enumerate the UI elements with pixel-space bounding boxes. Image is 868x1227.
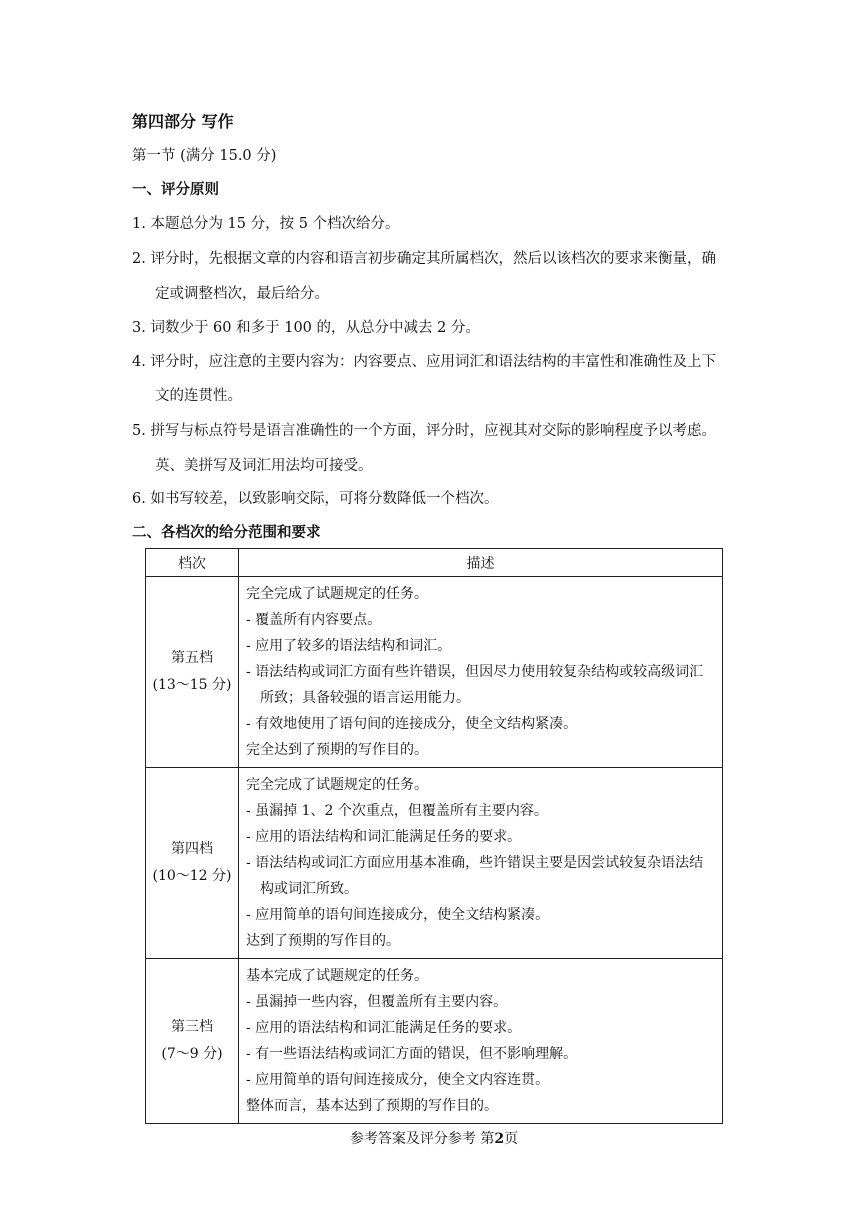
principle-2-cont: 定或调整档次，最后给分。 bbox=[155, 286, 329, 302]
grading-table bbox=[145, 548, 723, 1124]
level-range: (7～9 分) bbox=[161, 1046, 223, 1062]
section-title: 第四部分 写作 bbox=[132, 112, 234, 131]
footer-suffix: 页 bbox=[504, 1131, 519, 1147]
description-line: 完全完成了试题规定的任务。 bbox=[246, 777, 428, 793]
principle-4: 4. 评分时，应注意的主要内容为：内容要点、应用词汇和语法结构的丰富性和准确性及上下 bbox=[132, 354, 716, 370]
principle-2: 2. 评分时，先根据文章的内容和语言初步确定其所属档次，然后以该档次的要求来衡量，确 bbox=[132, 251, 716, 267]
description-line: - 虽漏掉 1、2 个次重点，但覆盖所有主要内容。 bbox=[246, 803, 548, 819]
description-line: 达到了预期的写作目的。 bbox=[246, 933, 400, 949]
level-name: 第三档 bbox=[171, 1019, 213, 1035]
description-cell bbox=[239, 577, 723, 768]
table-header-row bbox=[146, 549, 723, 577]
page-footer bbox=[0, 1128, 868, 1148]
principle-1: 1. 本题总分为 15 分，按 5 个档次给分。 bbox=[132, 216, 400, 232]
description-line: - 覆盖所有内容要点。 bbox=[246, 612, 382, 628]
level-range: (13～15 分) bbox=[152, 677, 232, 693]
description-line: 整体而言，基本达到了预期的写作目的。 bbox=[246, 1098, 498, 1114]
level-cell bbox=[146, 959, 239, 1124]
description-line: 基本完成了试题规定的任务。 bbox=[246, 968, 428, 984]
description-line: - 语法结构或词汇方面应用基本准确，些许错误主要是因尝试较复杂语法结构或词汇所致。 bbox=[246, 855, 704, 897]
description-line: 完全达到了预期的写作目的。 bbox=[246, 742, 428, 758]
page-number: 2 bbox=[494, 1131, 505, 1147]
level-range: (10～12 分) bbox=[152, 868, 232, 884]
description-line: - 虽漏掉一些内容，但覆盖所有主要内容。 bbox=[246, 994, 508, 1010]
description-line: - 应用简单的语句间连接成分，使全文结构紧凑。 bbox=[246, 907, 550, 923]
section-subtitle: 第一节 (满分 15.0 分) bbox=[132, 148, 277, 164]
description-line: - 应用了较多的语法结构和词汇。 bbox=[246, 638, 452, 654]
level-name: 第四档 bbox=[171, 841, 213, 857]
description-line: - 应用简单的语句间连接成分，使全文内容连贯。 bbox=[246, 1072, 550, 1088]
table-row bbox=[146, 577, 723, 768]
description-line: - 应用的语法结构和词汇能满足任务的要求。 bbox=[246, 829, 522, 845]
description-line: - 语法结构或词汇方面有些许错误，但因尽力使用较复杂结构或较高级词汇所致；具备较强的语言运用能力。 bbox=[246, 664, 704, 706]
description-line: - 有一些语法结构或词汇方面的错误，但不影响理解。 bbox=[246, 1046, 578, 1062]
principle-6: 6. 如书写较差，以致影响交际，可将分数降低一个档次。 bbox=[132, 491, 499, 507]
principle-4-cont: 文的连贯性。 bbox=[155, 388, 242, 404]
header-description: 描述 bbox=[239, 549, 723, 577]
table-heading: 二、各档次的给分范围和要求 bbox=[132, 524, 321, 541]
table-row bbox=[146, 768, 723, 959]
level-name: 第五档 bbox=[171, 650, 213, 666]
table-row bbox=[146, 959, 723, 1124]
principle-5: 5. 拼写与标点符号是语言准确性的一个方面，评分时，应视其对交际的影响程度予以考虑。 bbox=[132, 423, 716, 439]
description-cell bbox=[239, 959, 723, 1124]
level-cell bbox=[146, 577, 239, 768]
level-cell bbox=[146, 768, 239, 959]
principle-5-cont: 英、美拼写及词汇用法均可接受。 bbox=[155, 458, 373, 474]
footer-text: 参考答案及评分参考 第 bbox=[349, 1131, 495, 1147]
description-line: - 有效地使用了语句间的连接成分，使全文结构紧凑。 bbox=[246, 716, 578, 732]
header-level: 档次 bbox=[146, 549, 239, 577]
description-cell bbox=[239, 768, 723, 959]
principle-3: 3. 词数少于 60 和多于 100 的，从总分中减去 2 分。 bbox=[132, 320, 480, 336]
description-line: 完全完成了试题规定的任务。 bbox=[246, 586, 428, 602]
principles-heading: 一、评分原则 bbox=[132, 181, 219, 198]
description-line: - 应用的语法结构和词汇能满足任务的要求。 bbox=[246, 1020, 522, 1036]
